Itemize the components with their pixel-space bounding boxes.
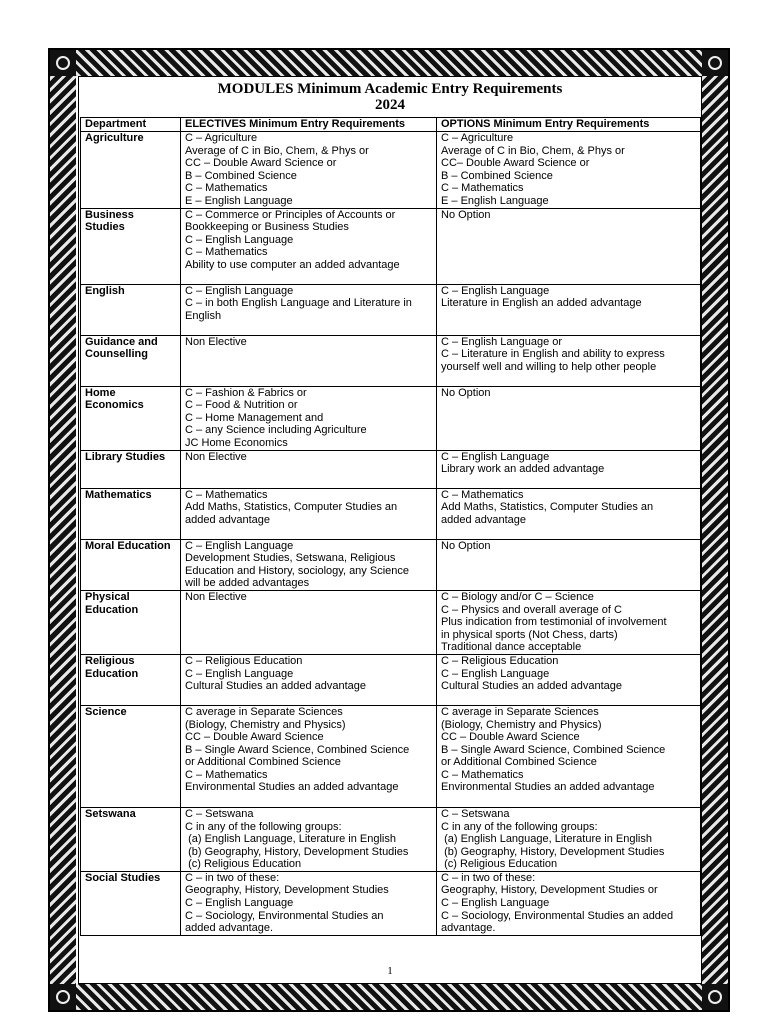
electives-requirement-line: C – Agriculture <box>185 132 258 144</box>
electives-requirement-line: Development Studies, Setswana, Religious <box>185 552 396 565</box>
options-requirement-line: C – in two of these: <box>441 871 536 884</box>
options-requirement-line: C – Mathematics <box>441 488 524 501</box>
department-cell: Social Studies <box>81 871 181 935</box>
electives-requirement-line: C – English Language <box>185 539 294 552</box>
electives-requirement-line: C – any Science including Agriculture <box>185 424 367 437</box>
electives-requirement-line: added advantage <box>185 513 271 526</box>
page-title <box>79 81 701 113</box>
table-row <box>81 450 701 488</box>
options-requirement-line: C – Physics and overall average of C <box>441 603 622 616</box>
electives-requirement-line: (c) Religious Education <box>185 858 302 871</box>
border-corner-ornament <box>50 50 76 76</box>
column-header-electives: ELECTIVES Minimum Entry Requirements <box>181 118 437 132</box>
electives-cell <box>181 450 437 488</box>
options-cell <box>437 590 701 654</box>
electives-requirement-line: CC – Double Award Science <box>185 731 324 744</box>
department-cell: Guidance and Counselling <box>81 335 181 386</box>
department-cell: Religious Education <box>81 654 181 705</box>
title-line-2: 2024 <box>375 97 405 113</box>
column-header-department: Department <box>81 118 181 132</box>
electives-requirement-line: or Additional Combined Science <box>185 756 341 769</box>
page-number: 1 <box>387 965 393 977</box>
table-row <box>81 871 701 935</box>
department-cell: Physical Education <box>81 590 181 654</box>
electives-requirement-line: C – English Language <box>185 233 294 246</box>
department-cell: Agriculture <box>81 132 181 209</box>
options-requirement-line: added advantage <box>441 513 527 526</box>
options-requirement-line: (c) Religious Education <box>441 858 558 871</box>
options-cell <box>437 488 701 539</box>
options-requirement-line: C in any of the following groups: <box>441 820 598 833</box>
electives-cell <box>181 284 437 335</box>
options-requirement-line: C – Biology and/or C – Science <box>441 590 594 603</box>
electives-cell <box>181 386 437 450</box>
electives-cell <box>181 871 437 935</box>
options-requirement-line: (b) Geography, History, Development Studies <box>441 845 665 858</box>
options-requirement-line: C – English Language or <box>441 335 563 348</box>
border-corner-ornament <box>50 984 76 1010</box>
options-cell <box>437 208 701 284</box>
table-row <box>81 335 701 386</box>
electives-requirement-line: C – in two of these: <box>185 871 280 884</box>
column-header-options: OPTIONS Minimum Entry Requirements <box>437 118 701 132</box>
electives-requirement-line: Non Elective <box>185 450 247 463</box>
electives-requirement-line: Add Maths, Statistics, Computer Studies an <box>185 501 398 514</box>
department-cell: Moral Education <box>81 539 181 590</box>
options-requirement-line: C – English Language <box>441 667 550 680</box>
options-requirement-line: Library work an added advantage <box>441 463 605 476</box>
electives-requirement-line: Geography, History, Development Studies <box>185 884 389 897</box>
options-requirement-line: Cultural Studies an added advantage <box>441 680 623 693</box>
options-requirement-line: or Additional Combined Science <box>441 756 597 769</box>
options-requirement-line: Plus indication from testimonial of involvement <box>441 616 667 629</box>
options-requirement-line: C – English Language <box>441 450 550 463</box>
options-cell <box>437 450 701 488</box>
table-header-row <box>81 118 701 132</box>
table-row <box>81 807 701 871</box>
electives-requirement-line: C – Religious Education <box>185 654 303 667</box>
electives-cell <box>181 807 437 871</box>
options-requirement-line: Geography, History, Development Studies or <box>441 884 658 897</box>
electives-requirement-line: CC – Double Award Science or <box>185 157 337 170</box>
rope-border-right <box>702 50 728 1010</box>
border-corner-ornament <box>702 984 728 1010</box>
electives-requirement-line: C – Sociology, Environmental Studies an <box>185 909 384 922</box>
electives-requirement-line: C – Mathematics <box>185 182 268 195</box>
table-row <box>81 705 701 807</box>
electives-requirement-line: C – Mathematics <box>185 488 268 501</box>
electives-cell <box>181 590 437 654</box>
electives-requirement-line: B – Single Award Science, Combined Science <box>185 743 410 756</box>
electives-requirement-line: added advantage. <box>185 922 274 935</box>
options-cell <box>437 284 701 335</box>
options-cell <box>437 539 701 590</box>
electives-requirement-line: C – Food & Nutrition or <box>185 399 298 412</box>
title-line-1: MODULES Minimum Academic Entry Requirements <box>217 81 563 97</box>
electives-requirement-line: (b) Geography, History, Development Studies <box>185 845 409 858</box>
electives-requirement-line: C – Setswana <box>185 807 254 820</box>
electives-cell <box>181 654 437 705</box>
electives-requirement-line: B – Combined Science <box>185 169 297 182</box>
electives-cell <box>181 539 437 590</box>
electives-requirement-line: JC Home Economics <box>185 436 288 449</box>
options-requirement-line: (Biology, Chemistry and Physics) <box>441 718 602 731</box>
table-row <box>81 539 701 590</box>
department-cell: Home Economics <box>81 386 181 450</box>
options-requirement-line: CC– Double Award Science or <box>441 157 590 170</box>
electives-cell <box>181 335 437 386</box>
options-cell <box>437 654 701 705</box>
options-requirement-line: C average in Separate Sciences <box>441 705 599 718</box>
electives-requirement-line: (Biology, Chemistry and Physics) <box>185 718 346 731</box>
table-row <box>81 132 701 209</box>
electives-requirement-line: Non Elective <box>185 335 247 348</box>
options-cell <box>437 132 701 209</box>
options-cell <box>437 386 701 450</box>
options-requirement-line: E – English Language <box>441 194 549 207</box>
table-row <box>81 284 701 335</box>
options-requirement-line: (a) English Language, Literature in English <box>441 833 652 846</box>
options-requirement-line: C – Mathematics <box>441 768 524 781</box>
options-requirement-line: No Option <box>441 539 491 552</box>
options-cell <box>437 807 701 871</box>
electives-requirement-line: C – English Language <box>185 667 294 680</box>
table-row <box>81 590 701 654</box>
electives-requirement-line: C – Mathematics <box>185 768 268 781</box>
requirements-table <box>80 117 701 936</box>
options-requirement-line: C – Mathematics <box>441 182 524 195</box>
electives-requirement-line: C – English Language <box>185 284 294 297</box>
electives-requirement-line: C – in both English Language and Literature in English <box>185 297 415 322</box>
department-cell: Business Studies <box>81 208 181 284</box>
options-requirement-line: in physical sports (Not Chess, darts) <box>441 628 618 641</box>
electives-requirement-line: C – Commerce or Principles of Accounts or <box>185 208 396 221</box>
electives-cell <box>181 132 437 209</box>
options-requirement-line: C – English Language <box>441 284 550 297</box>
table-body <box>81 132 701 936</box>
options-requirement-line: Environmental Studies an added advantage <box>441 781 655 794</box>
department-cell: Mathematics <box>81 488 181 539</box>
electives-requirement-line: Average of C in Bio, Chem, & Phys or <box>185 144 369 157</box>
electives-requirement-line: C in any of the following groups: <box>185 820 342 833</box>
options-requirement-line: CC – Double Award Science <box>441 731 580 744</box>
electives-cell <box>181 488 437 539</box>
options-cell <box>437 335 701 386</box>
options-requirement-line: C – Literature in English and ability to express <box>441 348 665 361</box>
table-row <box>81 488 701 539</box>
electives-requirement-line: Cultural Studies an added advantage <box>185 680 367 693</box>
electives-requirement-line: C – English Language <box>185 897 294 910</box>
options-requirement-line: C – Sociology, Environmental Studies an added <box>441 909 674 922</box>
options-requirement-line: Literature in English an added advantage <box>441 297 642 310</box>
options-requirement-line: C – Setswana <box>441 807 510 820</box>
electives-cell <box>181 705 437 807</box>
options-requirement-line: C – Religious Education <box>441 654 559 667</box>
document-page <box>78 76 702 984</box>
options-requirement-line: No Option <box>441 208 491 221</box>
options-requirement-line: Traditional dance acceptable <box>441 641 582 654</box>
options-requirement-line: No Option <box>441 386 491 399</box>
rope-border-top <box>50 50 728 76</box>
electives-requirement-line: C – Fashion & Fabrics or <box>185 386 307 399</box>
electives-requirement-line: will be added advantages <box>185 577 310 590</box>
department-cell: Setswana <box>81 807 181 871</box>
electives-requirement-line: Ability to use computer an added advantage <box>185 258 400 271</box>
electives-requirement-line: Education and History, sociology, any Science <box>185 564 409 577</box>
department-cell: Science <box>81 705 181 807</box>
border-corner-ornament <box>702 50 728 76</box>
electives-requirement-line: C – Mathematics <box>185 246 268 259</box>
electives-requirement-line: Environmental Studies an added advantage <box>185 781 399 794</box>
options-requirement-line: Average of C in Bio, Chem, & Phys or <box>441 144 625 157</box>
options-requirement-line: Add Maths, Statistics, Computer Studies an <box>441 501 654 514</box>
options-cell <box>437 705 701 807</box>
department-cell: English <box>81 284 181 335</box>
department-cell: Library Studies <box>81 450 181 488</box>
electives-requirement-line: (a) English Language, Literature in English <box>185 833 396 846</box>
electives-requirement-line: E – English Language <box>185 194 293 207</box>
options-requirement-line: C – Agriculture <box>441 132 514 144</box>
electives-requirement-line: Non Elective <box>185 590 247 603</box>
options-requirement-line: B – Single Award Science, Combined Science <box>441 743 666 756</box>
table-row <box>81 654 701 705</box>
electives-requirement-line: C – Home Management and <box>185 411 324 424</box>
table-row <box>81 208 701 284</box>
options-requirement-line: C – English Language <box>441 897 550 910</box>
table-row <box>81 386 701 450</box>
electives-requirement-line: C average in Separate Sciences <box>185 705 343 718</box>
options-requirement-line: yourself well and willing to help other people <box>441 360 657 373</box>
options-requirement-line: B – Combined Science <box>441 169 553 182</box>
rope-border-bottom <box>50 984 728 1010</box>
electives-requirement-line: Bookkeeping or Business Studies <box>185 221 349 234</box>
electives-cell <box>181 208 437 284</box>
options-cell <box>437 871 701 935</box>
rope-border-left <box>50 50 76 1010</box>
options-requirement-line: advantage. <box>441 922 496 935</box>
